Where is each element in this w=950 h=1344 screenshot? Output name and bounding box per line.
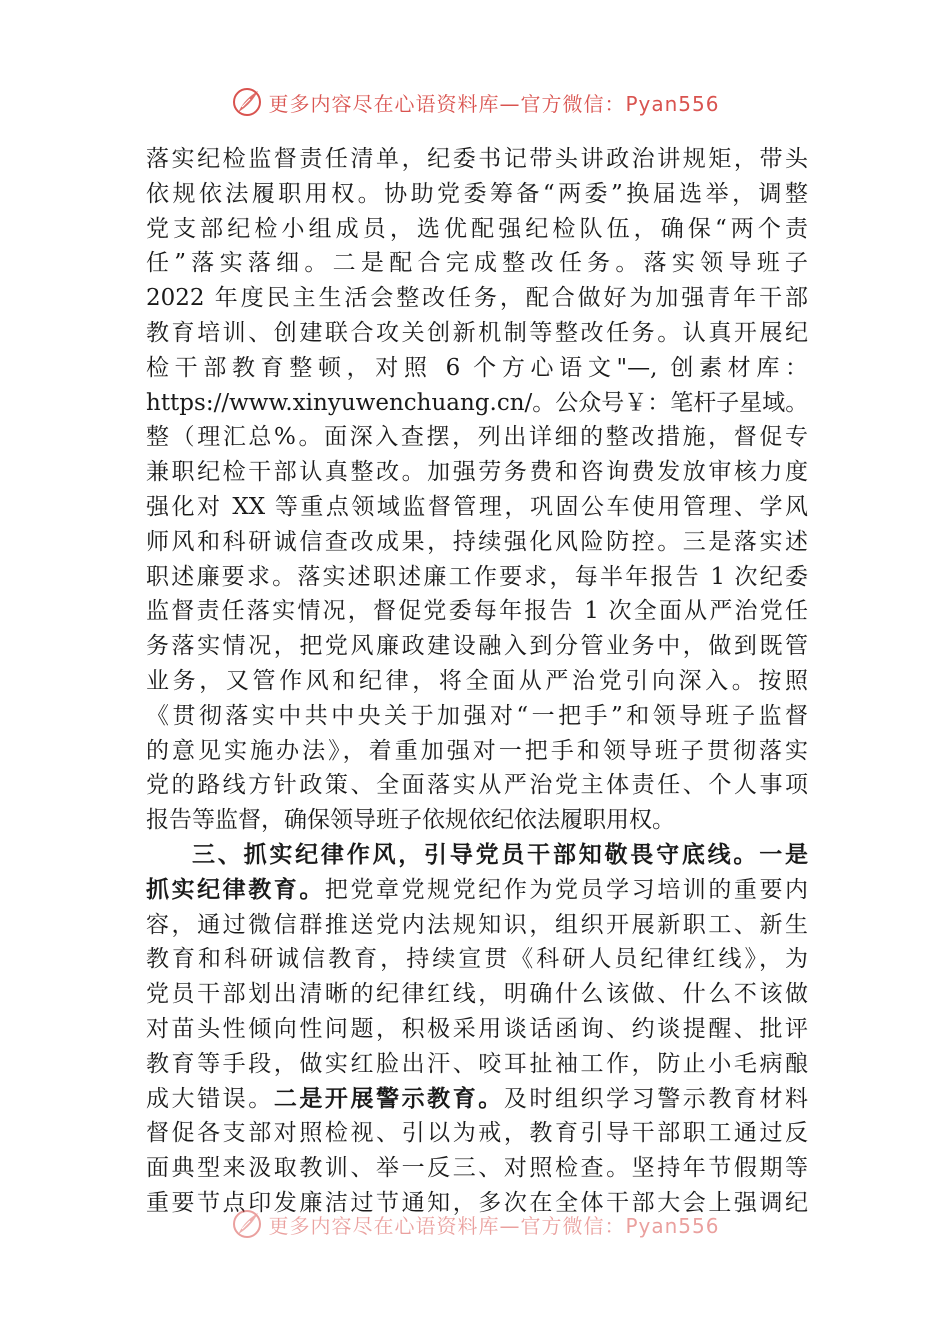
- text-run: 务落实情况，把党风廉政建设融入到分管业务中，做到既管: [146, 633, 808, 660]
- text-run: 依规依法履职用权。协助党委筹备“两委”换届选举，调整: [146, 180, 808, 207]
- bold-text-run: 抓实纪律教育。: [146, 875, 325, 903]
- text-run: 及时组织学习警示教育材料: [503, 1085, 808, 1112]
- text-line: [146, 699, 808, 734]
- text-run: 教育和科研诚信教育，持续宣贯《科研人员纪律红线》，为: [146, 946, 808, 973]
- text-line: [146, 873, 808, 908]
- text-line: [146, 942, 808, 977]
- text-run: 党员干部划出清晰的纪律红线，明确什么该做、什么不该做: [146, 981, 808, 1008]
- text-line: [146, 560, 808, 595]
- text-run: 监督责任落实情况，督促党委每年报告 1 次全面从严治党任: [146, 598, 808, 625]
- text-line: [146, 1116, 808, 1151]
- text-line: [146, 1012, 808, 1047]
- text-line: [146, 1151, 808, 1186]
- text-line: [146, 316, 808, 351]
- text-run: 报告等监督，确保领导班子依规依纪依法履职用权。: [146, 807, 675, 834]
- text-run: 落实纪检监督责任清单，纪委书记带头讲政治讲规矩，带头: [146, 146, 808, 172]
- text-line: [146, 212, 808, 247]
- watermark-text: 更多内容尽在心语资料库—官方微信：Pyan556: [268, 1213, 720, 1238]
- text-line: [146, 908, 808, 943]
- watermark-text: 更多内容尽在心语资料库—官方微信：Pyan556: [268, 91, 720, 116]
- text-run: 的意见实施办法》，着重加强对一把手和领导班子贯彻落实: [146, 737, 808, 764]
- document-body: [146, 142, 808, 1221]
- feather-logo-icon: [230, 85, 264, 119]
- bold-text-run: 三、抓实纪律作风，引导党员干部知敬畏守底线。一是: [192, 840, 808, 868]
- text-line: [146, 420, 808, 455]
- watermark-header: [0, 84, 950, 120]
- text-run: 整（理汇总%。面深入查摆，列出详细的整改措施，督促专: [146, 424, 808, 451]
- text-line: [146, 351, 808, 386]
- text-run: 检干部教育整顿，对照 6 个方心语文"—, 创素材库：: [146, 354, 808, 381]
- text-run: 党的路线方针政策、全面落实从严治党主体责任、个人事项: [146, 772, 808, 799]
- text-run: https://www.xinyuwenchuang.cn/。公众号￥：笔杆子星域。: [146, 389, 808, 416]
- text-run: 督促各支部对照检视、引以为戒，教育引导干部职工通过反: [146, 1120, 808, 1147]
- text-line: [146, 977, 808, 1012]
- text-run: 党支部纪检小组成员，选优配强纪检队伍，确保“两个责: [146, 215, 808, 242]
- text-line: [146, 1082, 808, 1117]
- text-line: [146, 803, 808, 838]
- watermark-footer: [0, 1206, 950, 1242]
- text-line: [146, 281, 808, 316]
- text-line: [146, 768, 808, 803]
- text-line: [146, 386, 808, 421]
- text-line: [146, 1047, 808, 1082]
- text-line: [146, 838, 808, 873]
- text-run: 容，通过微信群推送党内法规知识，组织开展新职工、新生: [146, 911, 808, 938]
- text-run: 《贯彻落实中共中央关于加强对“一把手”和领导班子监督: [146, 702, 808, 729]
- text-line: [146, 142, 808, 177]
- text-line: [146, 246, 808, 281]
- text-line: [146, 490, 808, 525]
- text-run: 教育等手段，做实红脸出汗、咬耳扯袖工作，防止小毛病酿: [146, 1050, 808, 1077]
- text-run: 兼职纪检干部认真整改。加强劳务费和咨询费发放审核力度: [146, 459, 808, 486]
- text-run: 业务，又管作风和纪律，将全面从严治党引向深入。按照: [146, 667, 808, 694]
- text-run: 教育培训、创建联合攻关创新机制等整改任务。认真开展纪: [146, 319, 808, 346]
- text-run: 重要节点印发廉洁过节通知，多次在全体干部大会上强调纪: [146, 1189, 808, 1216]
- text-run: 师风和科研诚信查改成果，持续强化风险防控。三是落实述: [146, 528, 808, 555]
- text-line: [146, 734, 808, 769]
- text-run: 强化对 XX 等重点领域监督管理，巩固公车使用管理、学风: [146, 493, 808, 520]
- text-run: 对苗头性倾向性问题，积极采用谈话函询、约谈提醒、批评: [146, 1015, 808, 1042]
- text-run: 成大错误。: [146, 1085, 274, 1112]
- text-line: [146, 455, 808, 490]
- text-line: [146, 177, 808, 212]
- text-run: 2022 年度民主生活会整改任务，配合做好为加强青年干部: [146, 285, 808, 312]
- text-line: [146, 525, 808, 560]
- feather-logo-icon: [230, 1207, 264, 1241]
- text-line: [146, 664, 808, 699]
- text-run: 任”落实落细。二是配合完成整改任务。落实领导班子: [146, 250, 808, 277]
- text-run: 把党章党规党纪作为党员学习培训的重要内: [324, 876, 808, 903]
- text-run: 职述廉要求。落实述职述廉工作要求，每半年报告 1 次纪委: [146, 563, 808, 590]
- text-line: [146, 629, 808, 664]
- text-run: 面典型来汲取教训、举一反三、对照检查。坚持年节假期等: [146, 1155, 808, 1182]
- text-line: [146, 594, 808, 629]
- bold-text-run: 二是开展警示教育。: [273, 1084, 504, 1112]
